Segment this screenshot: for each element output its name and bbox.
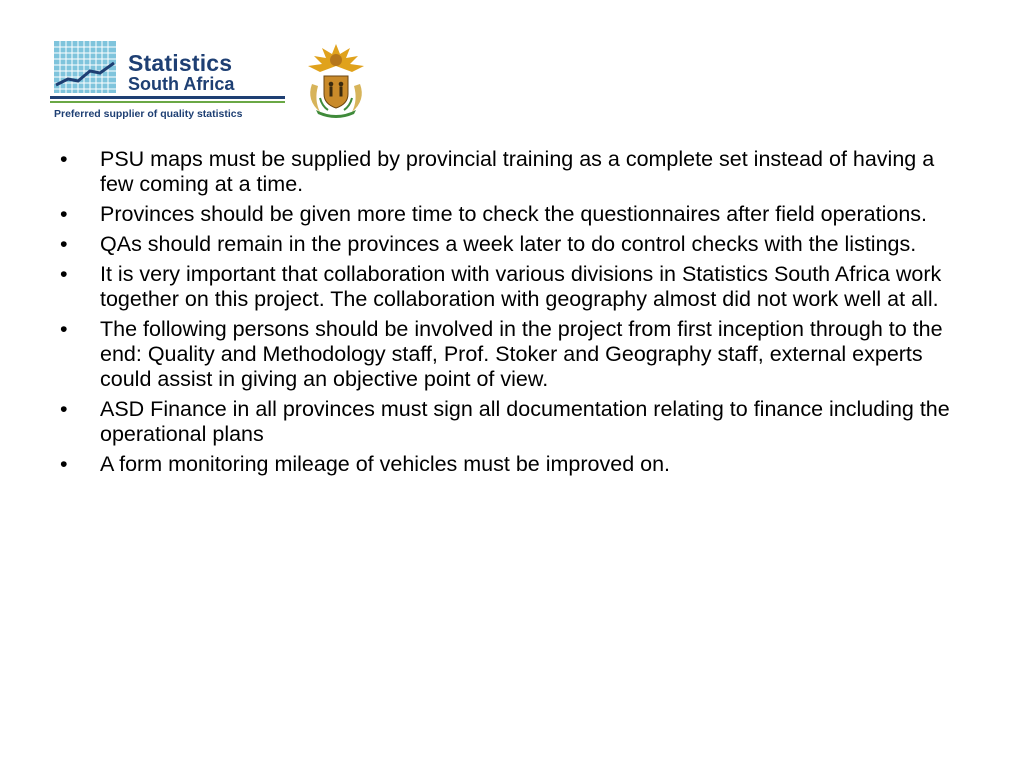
logo-title-line1: Statistics [128,50,233,76]
list-item [60,202,970,227]
bullet-marker: • [60,262,68,286]
coat-of-arms-icon [300,40,372,120]
bullet-marker: • [60,452,68,476]
list-item [60,397,970,447]
list-item-text: QAs should remain in the provinces a week later to do control checks with the listings. [100,232,917,256]
list-item-text: PSU maps must be supplied by provincial training as a complete set instead of having a few coming at a time. [100,147,935,196]
bullet-list [60,147,970,482]
list-item [60,147,970,197]
logo-title-line2: South Africa [128,74,235,94]
list-item-text: Provinces should be given more time to check the questionnaires after field operations. [100,202,928,226]
bullet-marker: • [60,202,68,226]
list-item-text: A form monitoring mileage of vehicles must be improved on. [100,452,671,476]
list-item [60,262,970,312]
bar-chart-grid-icon [54,41,116,93]
bullet-marker: • [60,147,68,171]
bullet-marker: • [60,397,68,421]
logo-tagline: Preferred supplier of quality statistics [54,108,243,120]
logo-divider [50,96,285,99]
list-item-text: The following persons should be involved in the project from first inception through to the end: Quality and Methodology staff, Prof. Stoker and Geography staff, external experts could assist in giving an objective point of view. [100,317,943,391]
list-item [60,452,970,477]
logo-divider-accent [50,101,285,103]
list-item [60,232,970,257]
bullet-marker: • [60,317,68,341]
bullet-marker: • [60,232,68,256]
list-item-text: ASD Finance in all provinces must sign all documentation relating to finance including the operational plans [100,397,950,446]
stats-sa-logo [50,40,290,122]
list-item [60,317,970,392]
list-item-text: It is very important that collaboration with various divisions in Statistics South Africa work together on this project. The collaboration with geography almost did not work well at all. [100,262,942,311]
